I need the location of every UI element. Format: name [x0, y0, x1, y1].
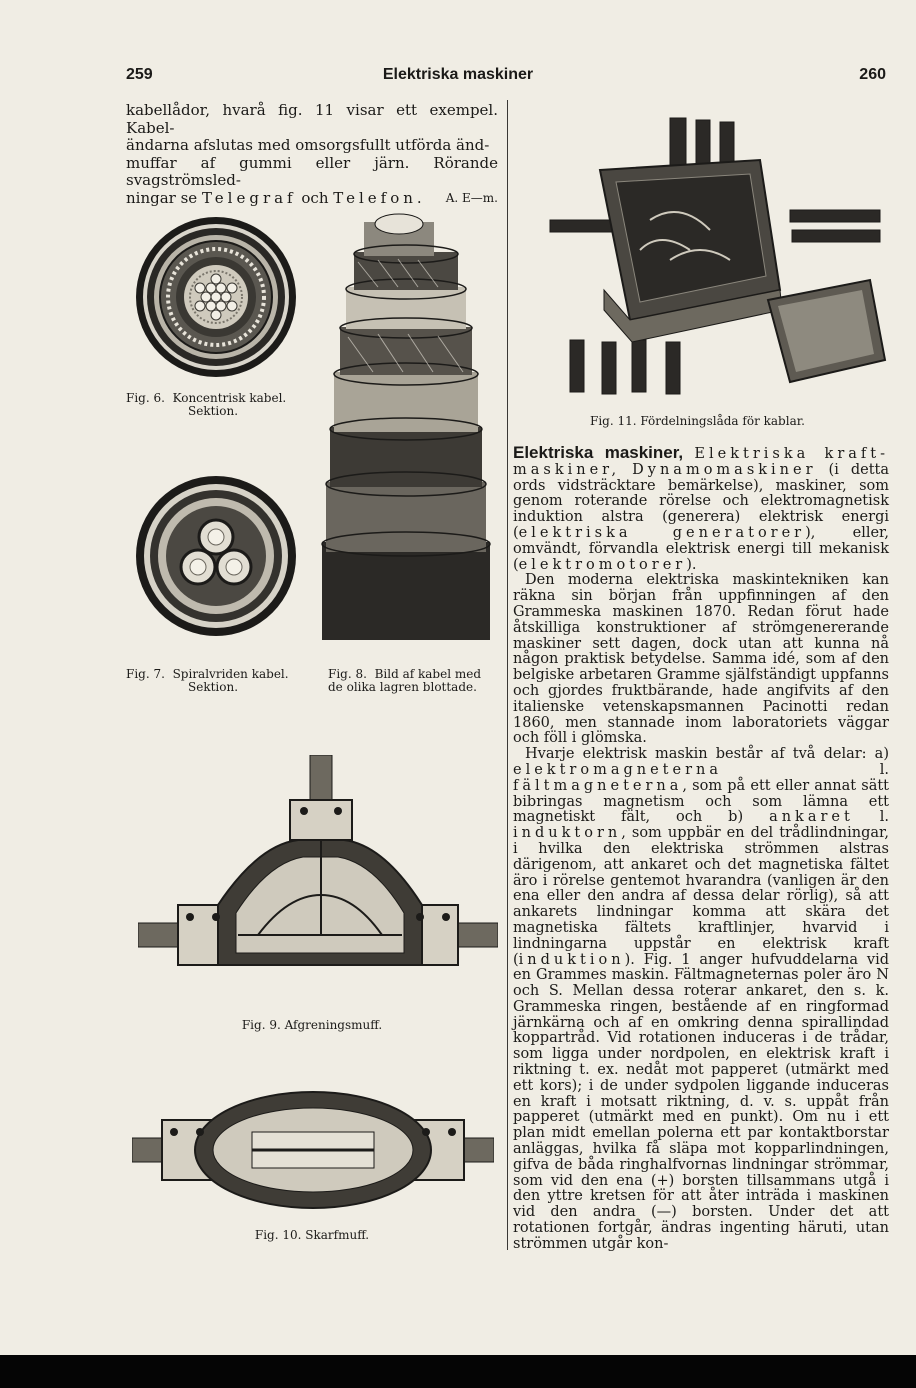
- intro-line: [126, 190, 498, 208]
- fig9-caption: Fig. 9. Afgreningsmuff.: [241, 1018, 383, 1032]
- fig11-caption: Fig. 11. Fördelningslåda för kablar.: [590, 414, 805, 428]
- fig7-subtitle: Sektion.: [188, 680, 239, 694]
- fig8-caption: [328, 668, 500, 694]
- spaced-term: ankaret: [769, 809, 854, 826]
- article-text: ). Fig. 1 anger hufvuddelarna vid en Grammes maskin. Fältmagneternas poler äro N och S. Mellan dessa roterar ankaret, den s. k. Grammeska ringen, bestående af en ringformad järnkärna och af en omkring denna spirallindad koppartråd. Vid rotationen induceras i de trådar, som ligga under nordpolen, en elektrisk kraft i riktning t. ex. nedåt mot papperet (utmärkt med ett kors); i de under sydpolen liggande induceras en kraft i motsatt riktning, d. v. s. uppåt från papperet (utmärkt med en punkt). Om nu i ett plan midt emellan polerna ett par kontaktborstar anläggas, hvilka få släpa mot kopparlindningen, gifva de båda ringhalfvornas lindningar strömmar, som vid den ena (+) borsten tillsammans utgå i den yttre kretsen för att åter inträda i maskinen vid den andra (—) borsten. Under det att rotationen fortgår, ändras ingenting häruti, utan strömmen utgår kon-: [513, 951, 889, 1252]
- article-text: , som uppbär en del trådlindningar, i hvilka den elektriska strömmen alstras därigenom, att ankaret och det magnetiska fältet äro i rörelse gentemot hvarandra (vanligen är den ena eller den andra af dessa delar rörlig), så att ankarets lindningar komma att skära det magnetiska fältets kraftlinjer, hvarvid i lindningarna uppstår en elektrisk kraft (: [513, 825, 889, 968]
- author-signature: A. E—m.: [445, 190, 498, 205]
- spaced-term: induktorn: [513, 825, 622, 842]
- fig6-caption: [126, 392, 326, 418]
- article-heading: Elektriska maskiner,: [513, 443, 684, 462]
- fig7-caption: [126, 668, 326, 694]
- article-paragraph: Den moderna elektriska maskintekniken kan räkna sin början från uppfinningen af den Grammeska maskinen 1870. Redan förut hade åtskilliga konstruktioner af strömgenererande maskiner sett dagen, dock utan att kunna nå någon praktisk betydelse. Samma idé, som af den belgiske arbetaren Gramme själfständigt uppfanns och gjordes fruktbärande, hade angifvits af den italienske vetenskapsmannen Pacinotti redan 1860, men stannade inom laboratoriets väggar och föll i glömska.: [513, 572, 889, 747]
- article-text: l.: [853, 809, 890, 826]
- article-paragraph: [513, 747, 889, 1253]
- spaced-term: induktion: [518, 951, 625, 968]
- article-text: l.: [722, 761, 889, 778]
- intro-line: ändarna afslutas med omsorgsfullt utförda änd-: [126, 136, 490, 154]
- intro-line: kabellådor, hvarå fig. 11 visar ett exempel. Kabel-: [126, 101, 498, 137]
- spaced-term: Dynamomaskiner: [632, 461, 817, 478]
- spaced-term: elektromagneterna: [513, 761, 722, 778]
- fig7-label: Fig. 7.: [126, 667, 165, 681]
- spaced-term: elektriska generatorer: [518, 524, 806, 541]
- running-title: Elektriska maskiner: [382, 66, 534, 83]
- spaced-term: fältmagneterna: [513, 777, 683, 794]
- page-number-left: 259: [126, 66, 153, 83]
- left-intro-text: [126, 102, 498, 207]
- article-text: Hvarje elektrisk maskin består af två delar: a): [525, 746, 889, 763]
- article-text: [683, 446, 694, 462]
- intro-text: ningar se: [126, 188, 202, 207]
- column-divider: [507, 100, 508, 1250]
- fig7-stranded-cable-illustration: [132, 475, 300, 637]
- article-paragraph: [513, 445, 889, 573]
- intro-line: muffar af gummi eller järn. Rörande svagströmsled-: [126, 153, 498, 189]
- fig10-splice-sleeve-illustration: [132, 1080, 494, 1220]
- intro-text: och: [296, 188, 334, 207]
- fig8-label: Fig. 8.: [328, 667, 367, 681]
- article-text: (i detta ords vidsträcktare bemärkelse), maskiner, som genom roterande rörelse och elektromagnetisk induktion alstra (generera) elektrisk energi (: [513, 461, 889, 541]
- fig9-branching-sleeve-illustration: [138, 755, 498, 995]
- fig11-distribution-box-illustration: [520, 110, 890, 405]
- fig7-title: Spiralvriden kabel.: [172, 667, 289, 681]
- cross-reference-telefon[interactable]: Telefon.: [333, 188, 426, 207]
- fig6-subtitle: Sektion.: [188, 404, 239, 418]
- fig8-title: Bild af kabel med: [374, 667, 482, 681]
- article-text: , som på ett eller annat sätt bibringas magnetism och som lämna ett magnetiskt fält, och b): [513, 777, 889, 826]
- article-text: [620, 462, 632, 478]
- fig6-title: Koncentrisk kabel.: [172, 391, 287, 405]
- article-text: ), eller, omvändt, förvandla elektrisk energi till mekanisk (: [513, 524, 890, 573]
- scan-border: [0, 1355, 916, 1388]
- spaced-term: Elektriska kraft-maskiner,: [513, 446, 889, 478]
- fig10-caption: Fig. 10. Skarfmuff.: [254, 1228, 370, 1242]
- spaced-term: elektromotorer: [518, 556, 687, 573]
- cross-reference-telegraf[interactable]: Telegraf: [201, 188, 297, 207]
- article-body: [513, 445, 889, 1253]
- fig8-subtitle: de olika lagren blottade.: [328, 680, 477, 694]
- fig6-concentric-cable-illustration: [132, 215, 300, 380]
- article-text: ).: [686, 556, 697, 573]
- fig6-label: Fig. 6.: [126, 391, 165, 405]
- page-number-right: 260: [859, 66, 886, 83]
- fig8-cable-layers-illustration: [318, 212, 494, 644]
